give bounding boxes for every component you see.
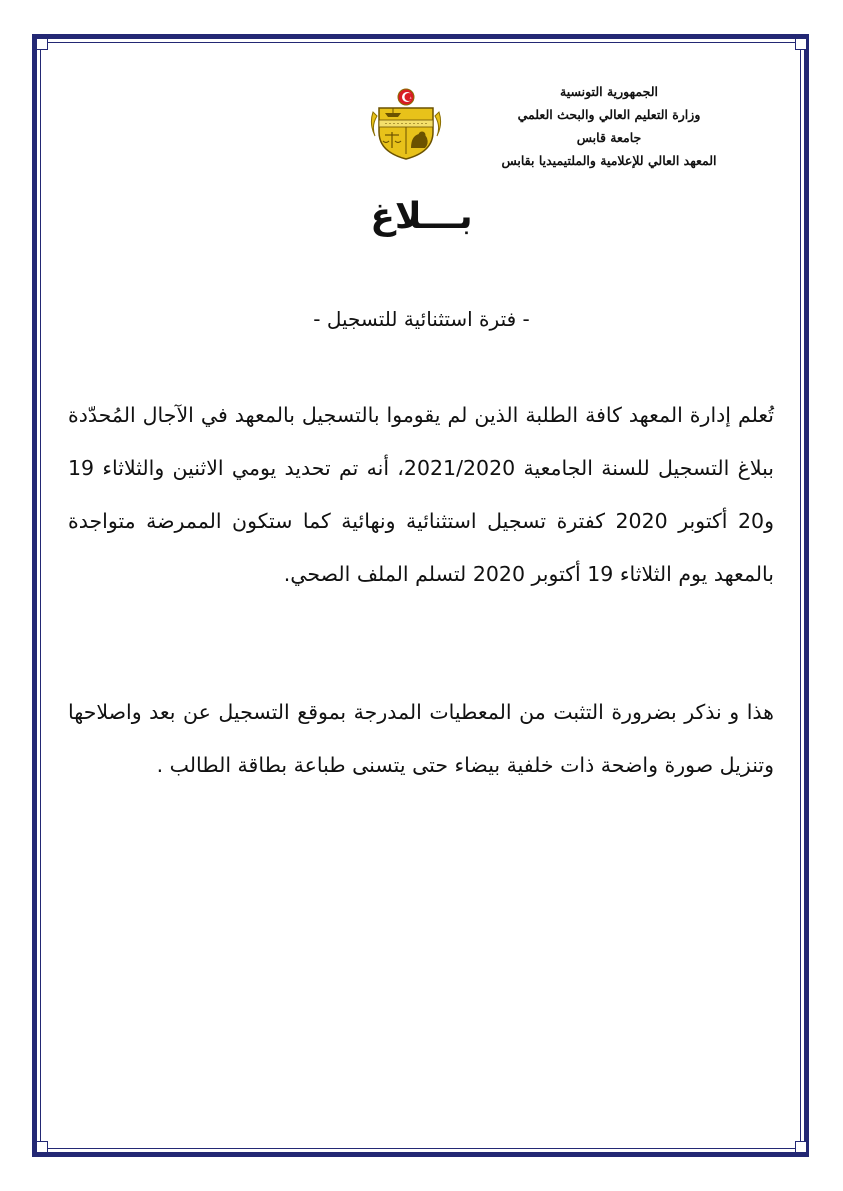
notice-title: بـــلاغ: [370, 196, 473, 237]
border-corner-ornament: [795, 1141, 807, 1153]
border-corner-ornament: [36, 1141, 48, 1153]
notice-paragraph-2: هذا و نذكر بضرورة التثبت من المعطيات المدرجة بموقع التسجيل عن بعد واصلاحها وتنزيل صورة واضحة ذات خلفية بيضاء حتى يتسنى طباعة بطاقة الطالب .: [68, 700, 774, 777]
tunisia-coat-of-arms-icon: [367, 86, 445, 162]
notice-subtitle: - فترة استثنائية للتسجيل -: [313, 307, 530, 331]
notice-paragraph-1: تُعلم إدارة المعهد كافة الطلبة الذين لم يقوموا بالتسجيل بالمعهد في الآجال المُحدّدة ببلاغ التسجيل للسنة الجامعية 2021/2020، أنه تم تحديد يومي الاثنين والثلاثاء 19 و20 أكتوبر 2020 كفترة تسجيل استثنائية ونهائية كما ستكون الممرضة متواجدة بالمعهد يوم الثلاثاء 19 أكتوبر 2020 لتسلم الملف الصحي.: [68, 403, 775, 586]
institution-header: [459, 80, 759, 172]
header-line-university: جامعة قابس: [576, 130, 642, 145]
header-line-republic: الجمهورية التونسية: [560, 84, 658, 99]
border-corner-ornament: [795, 38, 807, 50]
header-line-institute: المعهد العالي للإعلامية والملتيميديا بقابس: [501, 153, 717, 168]
border-corner-ornament: [36, 38, 48, 50]
header-line-ministry: وزارة التعليم العالي والبحث العلمي: [517, 107, 701, 122]
